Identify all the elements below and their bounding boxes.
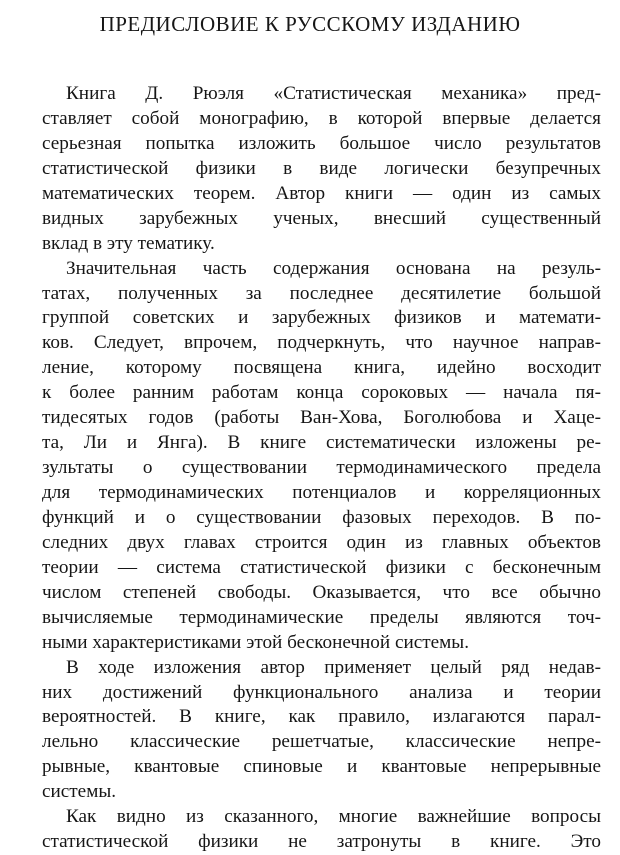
text-line: ставляет собой монографию, в которой впервые делается: [42, 107, 601, 129]
text-line: для термодинамических потенциалов и корреляционных: [42, 482, 601, 503]
text-line: татах, полученных за последнее десятилетие большой: [42, 282, 601, 304]
text-line: ными характеристиками этой бесконечной системы.: [42, 631, 469, 653]
text-line: следних двух главах строится один из главных объектов: [42, 531, 601, 553]
text-line: статистической физики не затронуты в книге. Это: [42, 831, 601, 853]
text-line: статистической физики в виде логически безупречных: [42, 157, 601, 179]
text-line: Книга Д. Рюэля «Статистическая механика» пред-: [66, 83, 601, 104]
text-line: них достижений функционального анализа и теории: [42, 681, 601, 703]
text-line: вычисляемые термодинамические пределы являются точ-: [42, 606, 601, 628]
text-line: числом степеней свободы. Оказывается, что все обычно: [42, 581, 601, 603]
text-line: тидесятых годов (работы Ван-Хова, Боголюбова и Хаце-: [42, 407, 601, 429]
text-line: системы.: [42, 781, 117, 803]
text-line: вероятностей. В книге, как правило, излагаются парал-: [42, 706, 601, 728]
text-line: та, Ли и Янга). В книге систематически изложены ре-: [42, 432, 601, 454]
text-line: группой советских и зарубежных физиков и математи-: [42, 307, 601, 329]
text-line: функций и о существовании фазовых переходов. В по-: [42, 506, 601, 528]
body-text: [42, 82, 601, 855]
text-line: к более ранним работам конца сороковых — начала пя-: [42, 382, 601, 404]
text-line: Значительная часть содержания основана на резуль-: [66, 257, 601, 279]
text-line: Как видно из сказанного, многие важнейшие вопросы: [66, 806, 601, 828]
text-line: серьезная попытка изложить большое число результатов: [42, 132, 601, 154]
text-line: видных зарубежных ученых, внесший существенный: [42, 207, 601, 229]
text-line: вклад в эту тематику.: [42, 232, 215, 254]
text-line: рывные, квантовые спиновые и квантовые непрерывные: [42, 756, 601, 778]
text-line: ление, которому посвящена книга, идейно восходит: [42, 357, 601, 379]
text-line: лельно классические решетчатые, классические непре-: [42, 731, 601, 753]
text-line: ков. Следует, впрочем, подчеркнуть, что научное направ-: [42, 332, 601, 354]
text-line: зультаты о существовании термодинамического предела: [42, 457, 601, 479]
text-line: теории — система статистической физики с бесконечным: [42, 556, 601, 578]
text-line: математических теорем. Автор книги — один из самых: [42, 182, 601, 204]
page-title: ПРЕДИСЛОВИЕ К РУССКОМУ ИЗДАНИЮ: [99, 12, 521, 36]
text-line: В ходе изложения автор применяет целый ряд недав-: [66, 656, 601, 678]
